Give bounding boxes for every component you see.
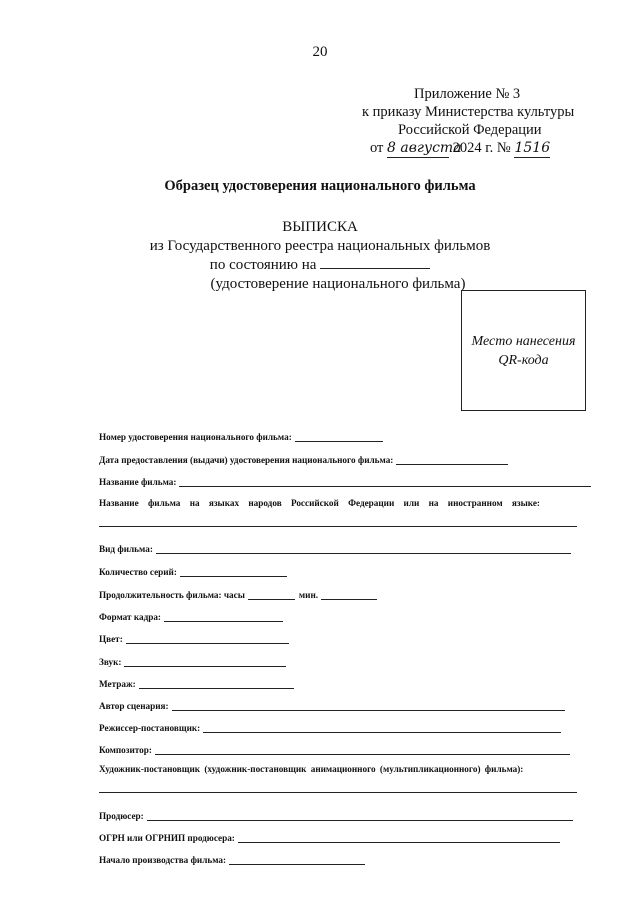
field-sound — [99, 655, 286, 667]
field-label: Метраж: — [99, 679, 136, 689]
field-label: Начало производства фильма: — [99, 855, 227, 865]
field-blank[interactable] — [238, 833, 560, 843]
field-director — [99, 721, 561, 733]
extract-title: ВЫПИСКА — [282, 219, 358, 235]
field-frame-format — [99, 610, 283, 622]
qr-label-line2: QR-кода — [498, 352, 549, 368]
state-date-blank[interactable] — [320, 256, 430, 269]
appendix-title: Приложение № 3 — [414, 86, 521, 102]
field-label: Автор сценария: — [99, 701, 169, 711]
handwritten-order-number: 1516 — [514, 140, 551, 156]
field-label: Количество серий: — [99, 567, 177, 577]
field-blank[interactable] — [139, 679, 294, 689]
field-label: Название фильма на языках народов Российской Федерации или на иностранном языке: — [99, 498, 540, 508]
qr-code-placeholder — [461, 290, 586, 411]
field-duration — [99, 588, 377, 600]
year-number-label: 2024 г. № — [452, 140, 511, 156]
field-film-type — [99, 542, 571, 554]
field-label: Дата предоставления (выдачи) удостоверения национального фильма: — [99, 455, 394, 465]
field-blank[interactable] — [172, 701, 565, 711]
field-label: Режиссер-постановщик: — [99, 723, 201, 733]
field-label: Звук: — [99, 657, 122, 667]
date-prefix: от — [370, 140, 384, 156]
field-blank[interactable] — [155, 745, 570, 755]
field-label: Композитор: — [99, 745, 152, 755]
field-label: Формат кадра: — [99, 612, 161, 622]
field-color — [99, 632, 289, 644]
qr-label-line1: Место нанесения — [471, 333, 576, 349]
field-cert-number — [99, 430, 383, 442]
field-series-count — [99, 565, 287, 577]
field-blank[interactable] — [295, 432, 383, 442]
field-label: Художник-постановщик (художник-постановщик анимационного (мультипликационного) фильма): — [99, 764, 524, 774]
field-label: Цвет: — [99, 634, 123, 644]
field-blank[interactable] — [164, 612, 283, 622]
field-producer — [99, 809, 573, 821]
field-blank[interactable] — [126, 634, 289, 644]
sample-title: Образец удостоверения национального фильма — [164, 178, 476, 194]
field-blank[interactable] — [179, 477, 591, 487]
field-label: Продюсер: — [99, 811, 144, 821]
field-composer — [99, 743, 570, 755]
extract-header — [0, 218, 640, 294]
hours-blank[interactable] — [248, 590, 295, 600]
field-blank[interactable] — [147, 811, 573, 821]
state-label: по состоянию на — [209, 257, 317, 273]
field-blank[interactable] — [203, 723, 561, 733]
field-label: Номер удостоверения национального фильма: — [99, 432, 292, 442]
extract-subtitle: из Государственного реестра национальных фильмов — [149, 238, 491, 254]
field-label: Вид фильма: — [99, 544, 153, 554]
field-blank[interactable] — [180, 567, 287, 577]
field-blank[interactable] — [99, 526, 577, 527]
field-film-name — [99, 475, 591, 487]
field-blank[interactable] — [124, 657, 286, 667]
extract-state-line — [0, 256, 640, 275]
field-art-director — [99, 764, 579, 774]
appendix-date-line — [352, 139, 592, 158]
appendix-block — [352, 85, 592, 158]
extract-certificate: (удостоверение национального фильма) — [210, 276, 466, 292]
field-label: Название фильма: — [99, 477, 177, 487]
field-blank[interactable] — [229, 855, 365, 865]
field-production-start — [99, 853, 365, 865]
minutes-blank[interactable] — [321, 590, 377, 600]
field-screenwriter — [99, 699, 565, 711]
field-issue-date — [99, 453, 508, 465]
appendix-order: к приказу Министерства культуры — [362, 104, 575, 120]
field-film-name-langs — [99, 498, 579, 508]
page-number: 20 — [312, 44, 328, 60]
appendix-federation: Российской Федерации — [398, 122, 542, 138]
field-label-min: мин. — [298, 590, 319, 600]
field-blank[interactable] — [396, 455, 508, 465]
handwritten-date: 8 августа — [387, 140, 462, 156]
field-footage — [99, 677, 294, 689]
field-blank[interactable] — [99, 792, 577, 793]
field-label: ОГРН или ОГРНИП продюсера: — [99, 833, 235, 843]
field-blank[interactable] — [156, 544, 571, 554]
field-ogrn — [99, 831, 560, 843]
field-label: Продолжительность фильма: часы — [99, 590, 245, 600]
